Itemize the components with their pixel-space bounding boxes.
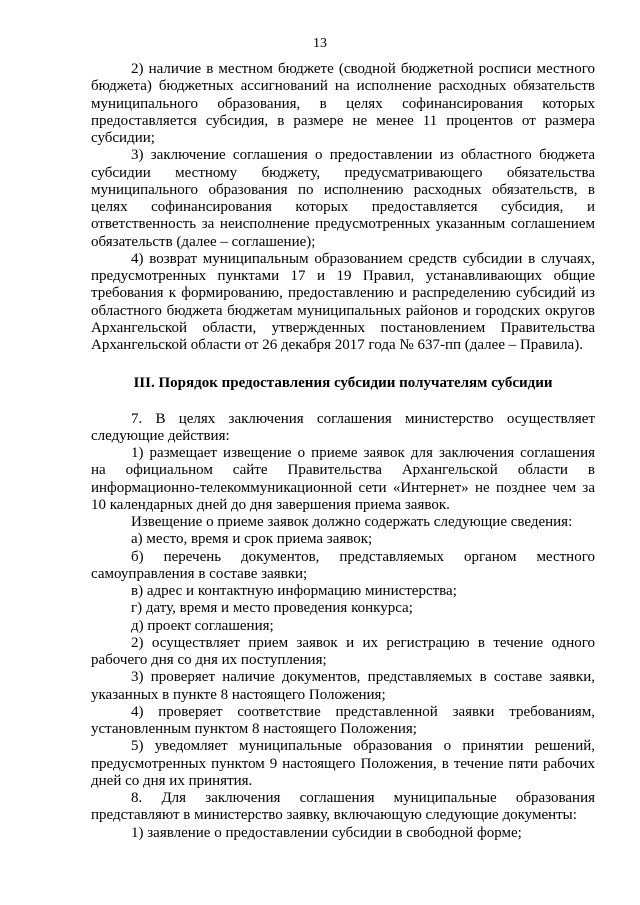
paragraph: в) адрес и контактную информацию министерства; — [131, 583, 457, 599]
paragraph: а) место, время и срок приема заявок; — [131, 531, 373, 548]
section-heading: III. Порядок предоставления субсидии получателям субсидии — [133, 375, 553, 392]
paragraph: 4) проверяет соответствие представленной заявки требованиям, установленным пунктом 8 настоящего Положения; — [91, 703, 595, 737]
paragraph: б) перечень документов, представляемых органом местного самоуправления в составе заявки; — [91, 548, 595, 582]
paragraph: 3) проверяет наличие документов, представляемых в составе заявки, указанных в пункте 8 настоящего Положения; — [91, 669, 595, 703]
page-number: 13 — [313, 36, 327, 51]
paragraph: 2) наличие в местном бюджете (сводной бюджетной росписи местного бюджета) бюджетных ассигнований на исполнение расходных обязательств муниципального образования, в целях софинансирования которых предоставляется субсидия, в размере не менее 11 процентов от размера субсидии; — [91, 61, 595, 146]
document-body — [91, 61, 595, 842]
paragraph: Извещение о приеме заявок должно содержать следующие сведения: — [131, 514, 573, 530]
paragraph: 4) возврат муниципальным образованием средств субсидии в случаях, предусмотренных пунктами 17 и 19 Правил, устанавливающих общие требования к формированию, предоставлению и распределению субсидий из областного бюджета бюджетам муниципальных районов и городских округов Архангельской области, утвержденных постановлением Правительства Архангельской области от 26 декабря 2017 года № 637-пп (далее – Правила). — [91, 250, 595, 353]
paragraph: 1) заявление о предоставлении субсидии в свободной форме; — [131, 824, 522, 841]
paragraph: 2) осуществляет прием заявок и их регистрацию в течение одного рабочего дня со дня их поступления; — [91, 634, 595, 668]
paragraph: д) проект соглашения; — [131, 617, 274, 634]
paragraph: 5) уведомляет муниципальные образования о принятии решений, предусмотренных пунктом 9 настоящего Положения, в течение пяти рабочих дней со дня их принятия. — [91, 738, 595, 789]
paragraph: г) дату, время и место проведения конкурса; — [131, 600, 413, 617]
paragraph: 8. Для заключения соглашения муниципальные образования представляют в министерство заявку, включающую следующие документы: — [91, 790, 595, 824]
paragraph: 3) заключение соглашения о предоставлении из областного бюджета субсидии местному бюджету, предусматривающего обязательства муниципального образования по исполнению расходных обязательств, в целях софинансирования которых предоставляется субсидия, и ответственность за неисполнение предусмотренных указанным соглашением обязательств (далее – соглашение); — [91, 147, 595, 250]
paragraph: 1) размещает извещение о приеме заявок для заключения соглашения на официальном сайте Правительства Архангельской области в информационно-телекоммуникационной сети «Интернет» не позднее чем за 10 календарных дней до дня завершения приема заявок. — [91, 445, 595, 513]
paragraph: 7. В целях заключения соглашения министерство осуществляет следующие действия: — [91, 410, 595, 444]
